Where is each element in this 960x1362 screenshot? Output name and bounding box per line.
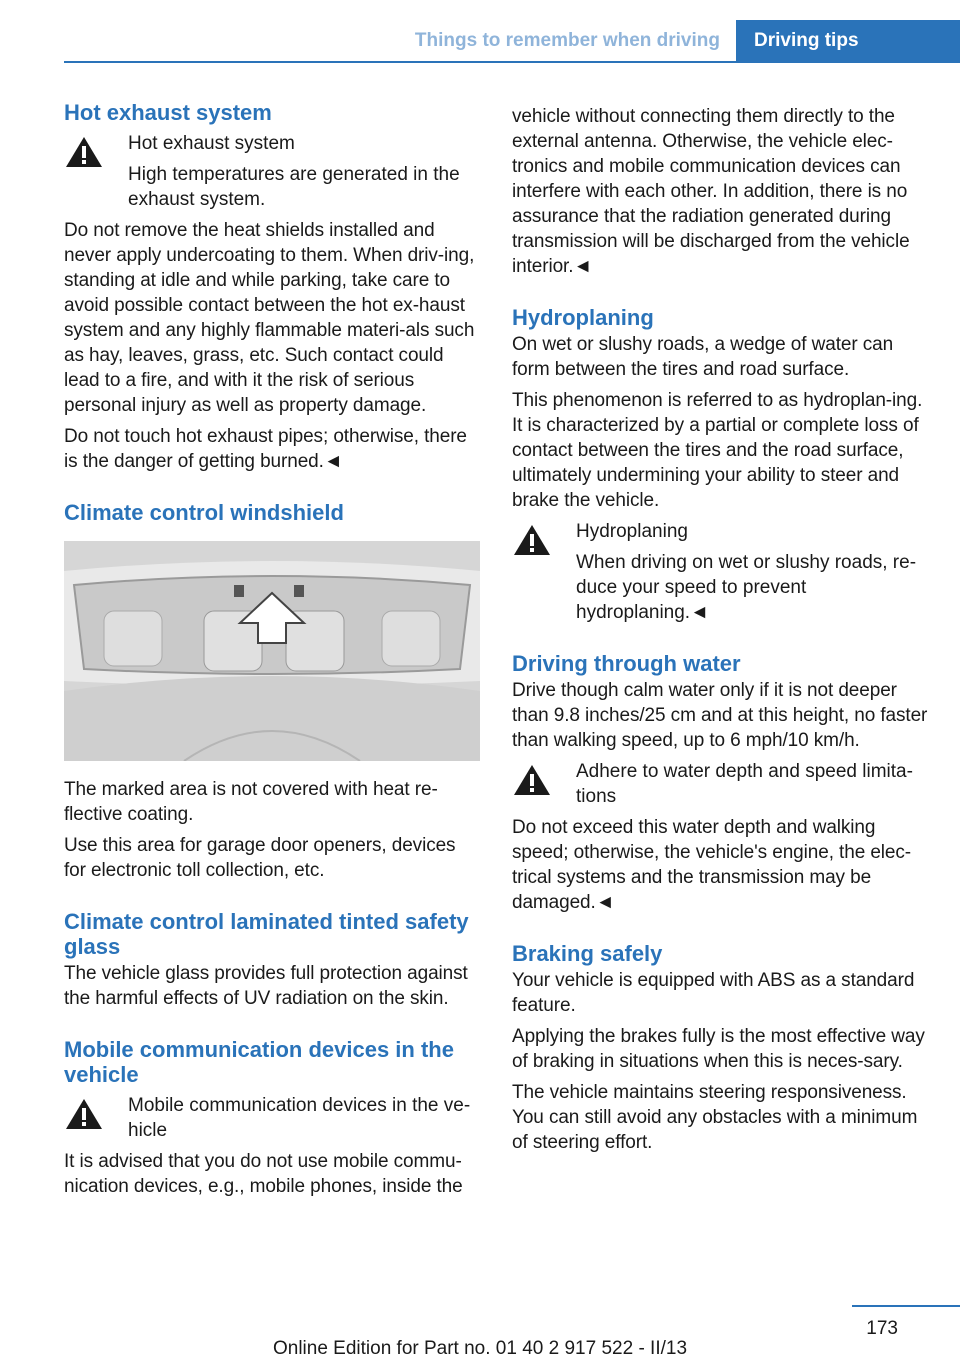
paragraph: The vehicle glass provides full protection against the harmful effects of UV radiation on the skin. <box>64 963 468 1009</box>
paragraph: Applying the brakes fully is the most effective way of braking in situations when this is neces-sary. <box>512 1026 925 1072</box>
heading-laminated-glass: Climate control laminated tinted safety glass <box>64 909 469 959</box>
footer-rule <box>852 1305 960 1307</box>
right-column <box>512 100 932 1155</box>
warning-title: Hydroplaning <box>576 521 688 542</box>
warning-triangle-icon <box>512 763 552 797</box>
warning-triangle-icon <box>64 1097 104 1131</box>
header-rule <box>64 61 960 63</box>
heading-driving-through-water: Driving through water <box>512 651 741 676</box>
page-number: 173 <box>866 1318 898 1339</box>
warning-title: Mobile communication devices in the ve-hicle <box>128 1095 471 1141</box>
warning-title: Hot exhaust system <box>128 133 295 154</box>
heading-climate-windshield: Climate control windshield <box>64 500 344 525</box>
edition-note: Online Edition for Part no. 01 40 2 917 522 - II/13 <box>272 1338 688 1359</box>
paragraph: vehicle without connecting them directly to the external antenna. Otherwise, the vehicle elec-tronics and mobile communication devices can interfere with each other. In addition, there is no assurance that the radiation generated during transmission will be discharged from the vehicle interior.◄ <box>512 106 910 277</box>
windshield-illustration <box>64 541 480 761</box>
warning-water <box>512 759 932 809</box>
paragraph: This phenomenon is referred to as hydroplan-ing. It is characterized by a partial or complete loss of contact between the tires and the road surface, ultimately undermining your ability to steer and brake the vehicle. <box>512 390 923 511</box>
paragraph: The vehicle maintains steering responsiveness. You can still avoid any obstacles with a minimum of steering effort. <box>512 1082 918 1153</box>
warning-mobile-devices <box>64 1093 482 1143</box>
warning-triangle-icon <box>512 523 552 557</box>
paragraph: The marked area is not covered with heat re-flective coating. <box>64 779 438 825</box>
heading-braking-safely: Braking safely <box>512 941 663 966</box>
page-header <box>0 0 960 62</box>
warning-text: High temperatures are generated in the exhaust system. <box>128 164 460 210</box>
warning-text: When driving on wet or slushy roads, re-duce your speed to prevent hydroplaning.◄ <box>576 552 917 623</box>
paragraph: Use this area for garage door openers, devices for electronic toll collection, etc. <box>64 835 456 881</box>
header-section-title: Things to remember when driving <box>414 30 720 51</box>
paragraph: Drive though calm water only if it is not deeper than 9.8 inches/25 cm and at this height, no faster than walking speed, up to 6 mph/10 km/h. <box>512 680 928 751</box>
warning-triangle-icon <box>64 135 104 169</box>
paragraph: Do not touch hot exhaust pipes; otherwise, there is the danger of getting burned.◄ <box>64 426 467 472</box>
paragraph: Your vehicle is equipped with ABS as a standard feature. <box>512 970 915 1016</box>
header-chapter-tab[interactable]: Driving tips <box>736 20 960 63</box>
heading-hot-exhaust: Hot exhaust system <box>64 100 272 125</box>
paragraph: On wet or slushy roads, a wedge of water can form between the tires and road surface. <box>512 334 894 380</box>
heading-hydroplaning: Hydroplaning <box>512 305 654 330</box>
paragraph: Do not exceed this water depth and walking speed; otherwise, the vehicle's engine, the elec-trical systems and the transmission may be damaged.◄ <box>512 817 912 913</box>
heading-mobile-devices: Mobile communication devices in the vehicle <box>64 1037 454 1087</box>
paragraph: It is advised that you do not use mobile commu-nication devices, e.g., mobile phones, inside the <box>64 1151 463 1197</box>
warning-title: Adhere to water depth and speed limita-tions <box>576 761 913 807</box>
warning-hot-exhaust <box>64 131 482 212</box>
paragraph: Do not remove the heat shields installed and never apply undercoating to them. When driv-ing, standing at idle and while parking, take care to avoid possible contact between the hot ex-haust system and any highly flammable materi-als such as hay, leaves, grass, etc. Such contact could lead to a fire, and with it the risk of serious personal injury as well as property damage. <box>64 220 475 416</box>
windshield-drawing <box>64 541 480 761</box>
left-column <box>64 100 482 1199</box>
warning-hydroplaning <box>512 519 932 625</box>
